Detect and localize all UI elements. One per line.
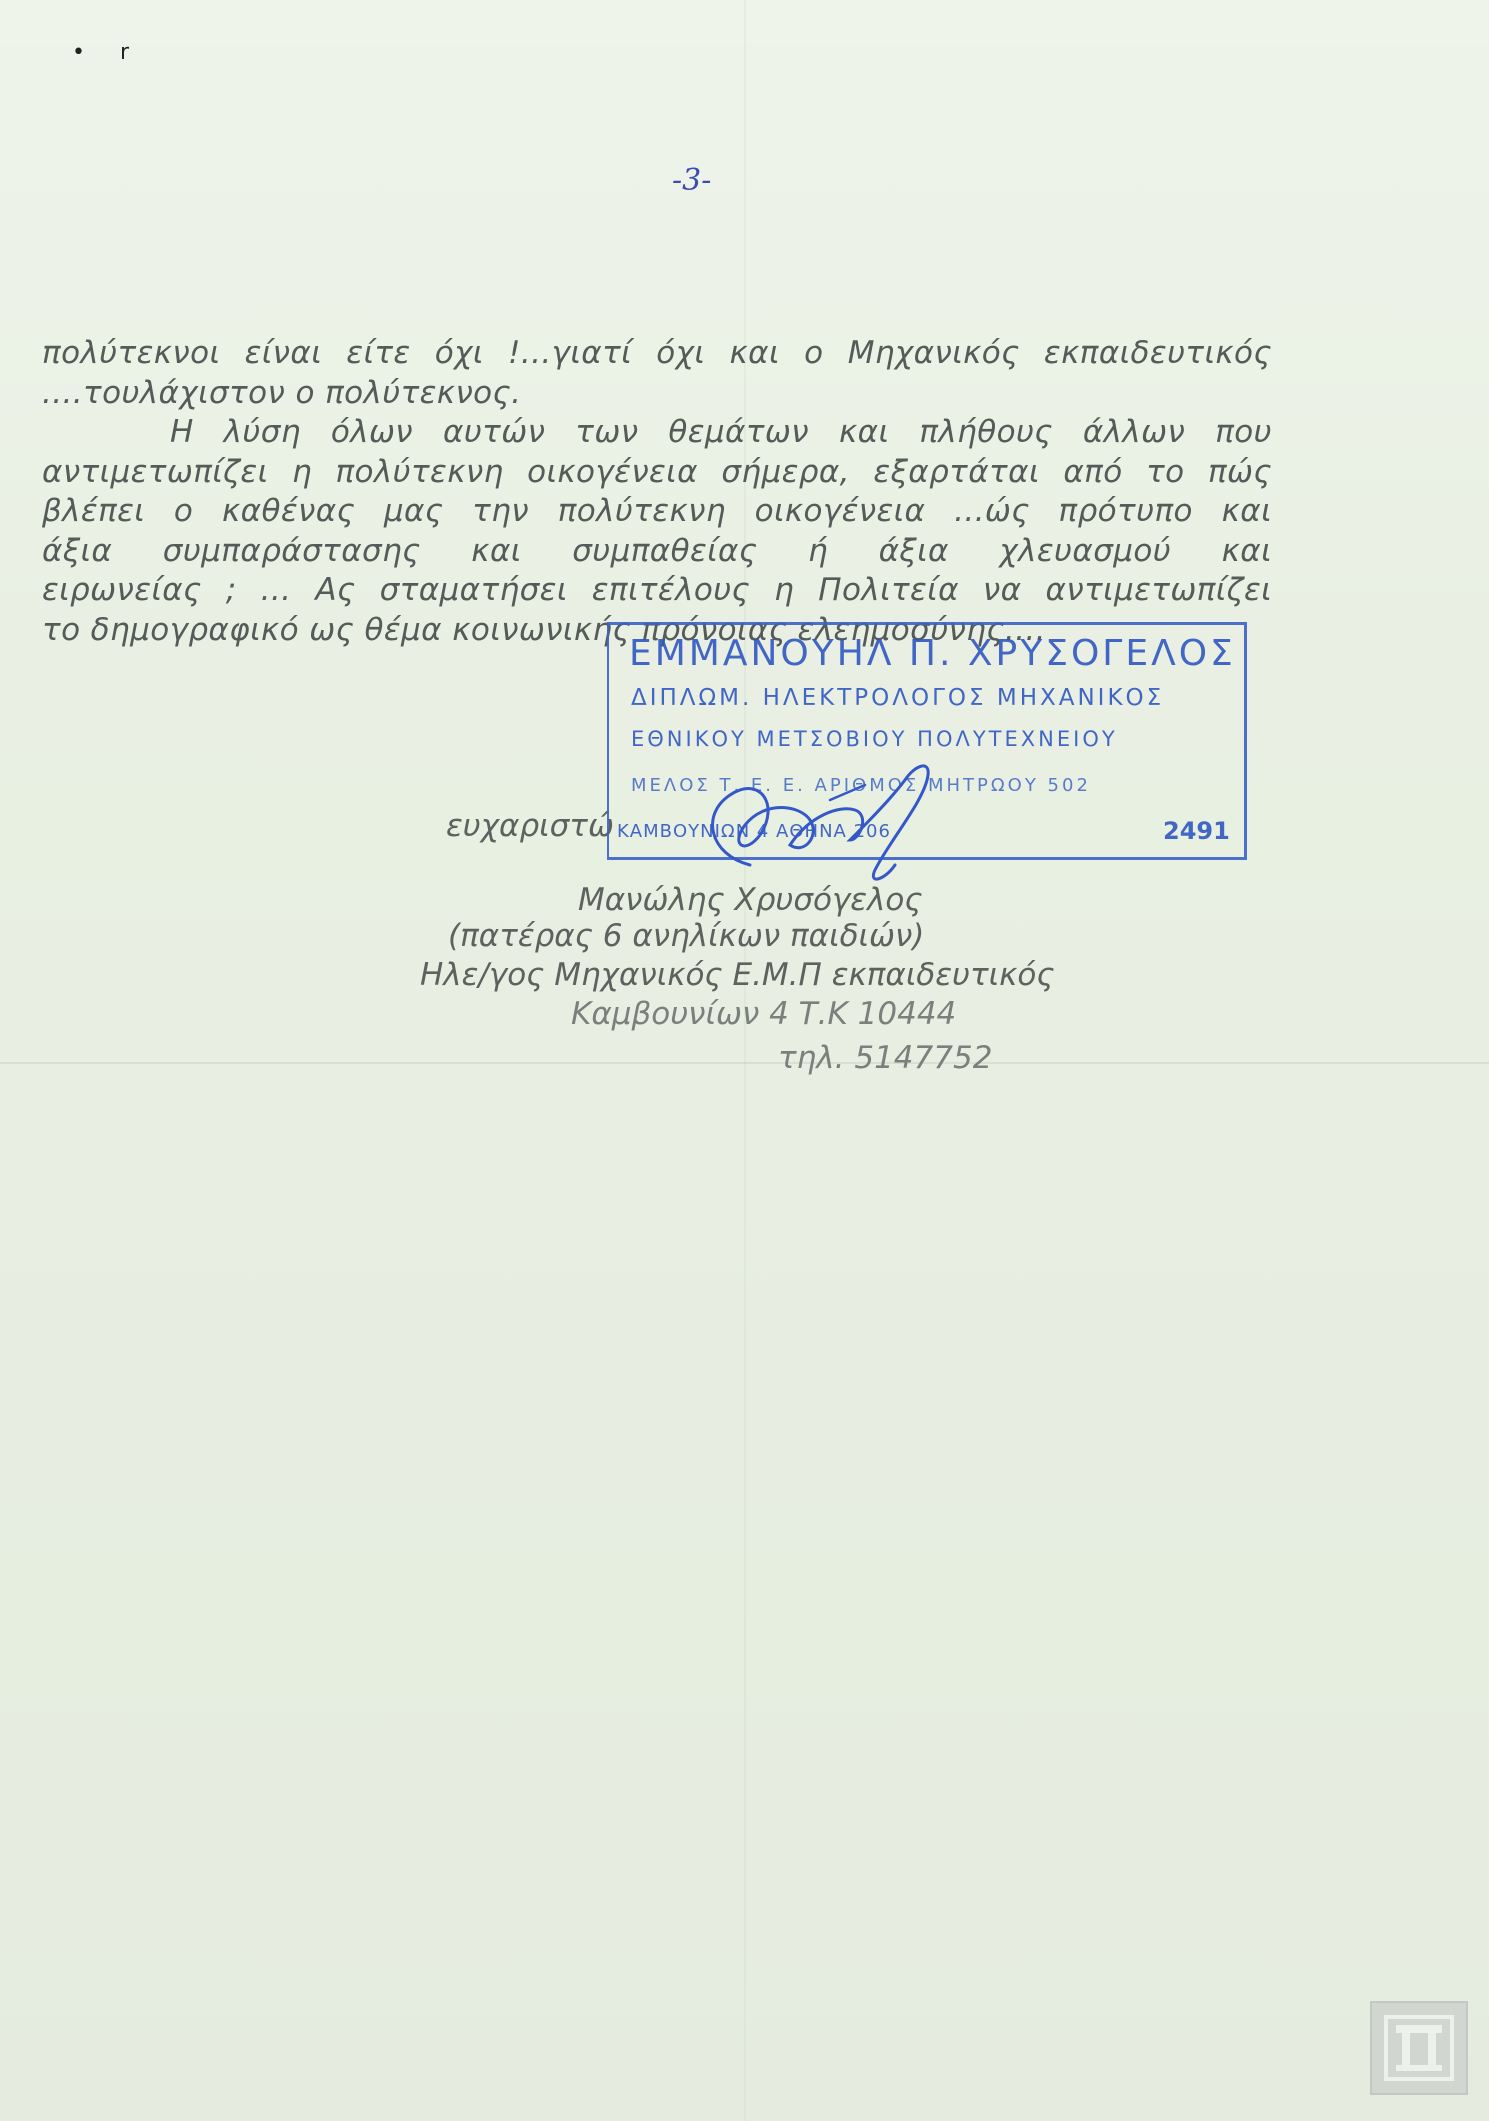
body-line-6: άξια συμπαράστασης και συμπαθείας ή άξια χλευασμού και [42,532,1272,569]
stamp-address: ΚΑΜΒΟΥΝΙΩΝ 4 ΑΘΗΝΑ 206 [617,821,891,842]
signer-name: Μανώλης Χρυσόγελος [578,882,923,918]
body-line-4: αντιμετωπίζει η πολύτεκνη οικογένεια σήμερα, εξαρτάται από το πώς [42,453,1272,490]
archive-logo-icon [1370,2001,1468,2095]
paper-fold-vertical [744,0,746,2121]
signer-phone: τηλ. 5147752 [778,1040,993,1076]
body-line-7: ειρωνείας ; ... Ας σταματήσει επιτέλους η Πολιτεία να αντιμετωπίζει [42,572,1272,608]
handwritten-signature [690,745,960,895]
body-line-5: βλέπει ο καθένας μας την πολύτεκνη οικογένεια ...ώς πρότυπο και [42,493,1272,529]
closing-thanks: ευχαριστώ [446,808,614,844]
body-line-2: ....τουλάχιστον ο πολύτεκνος. [42,374,522,411]
body-line-8: το δημογραφικό ως θέμα κοινωνικής πρόνοιας ελεημοσύνης.... [42,611,1046,648]
stamp-school: ΕΘΝΙΚΟΥ ΜΕΤΣΟΒΙΟΥ ΠΟΛΥΤΕΧΝΕΙΟΥ [631,727,1118,751]
body-line-1: πολύτεκνοι είναι είτε όχι !...γιατί όχι και ο Μηχανικός εκπαιδευτικός [42,335,1272,371]
stamp-title: ΔΙΠΛΩΜ. ΗΛΕΚΤΡΟΛΟΓΟΣ ΜΗΧΑΝΙΚΟΣ [631,685,1165,711]
page-number: -3- [672,163,712,198]
signer-role: Ηλε/γος Μηχανικός Ε.Μ.Π εκπαιδευτικός [420,957,1055,993]
signer-note: (πατέρας 6 ανηλίκων παιδιών) [448,918,925,954]
signer-address: Καμβουνίων 4 Τ.Κ 10444 [571,996,957,1032]
corner-marks: • r [72,40,144,65]
body-line-3: Η λύση όλων αυτών των θεμάτων και πλήθους άλλων που [170,414,1272,450]
stamp-membership: ΜΕΛΟΣ Τ. Ε. Ε. ΑΡΙΘΜΟΣ ΜΗΤΡΩΟΥ 502 [631,775,1091,796]
stamp-name: ΕΜΜΑΝΟΥΗΛ Π. ΧΡΥΣΟΓΕΛΟΣ [629,633,1236,674]
letter-body [42,334,1272,650]
stamp-number: 2491 [1163,817,1230,845]
